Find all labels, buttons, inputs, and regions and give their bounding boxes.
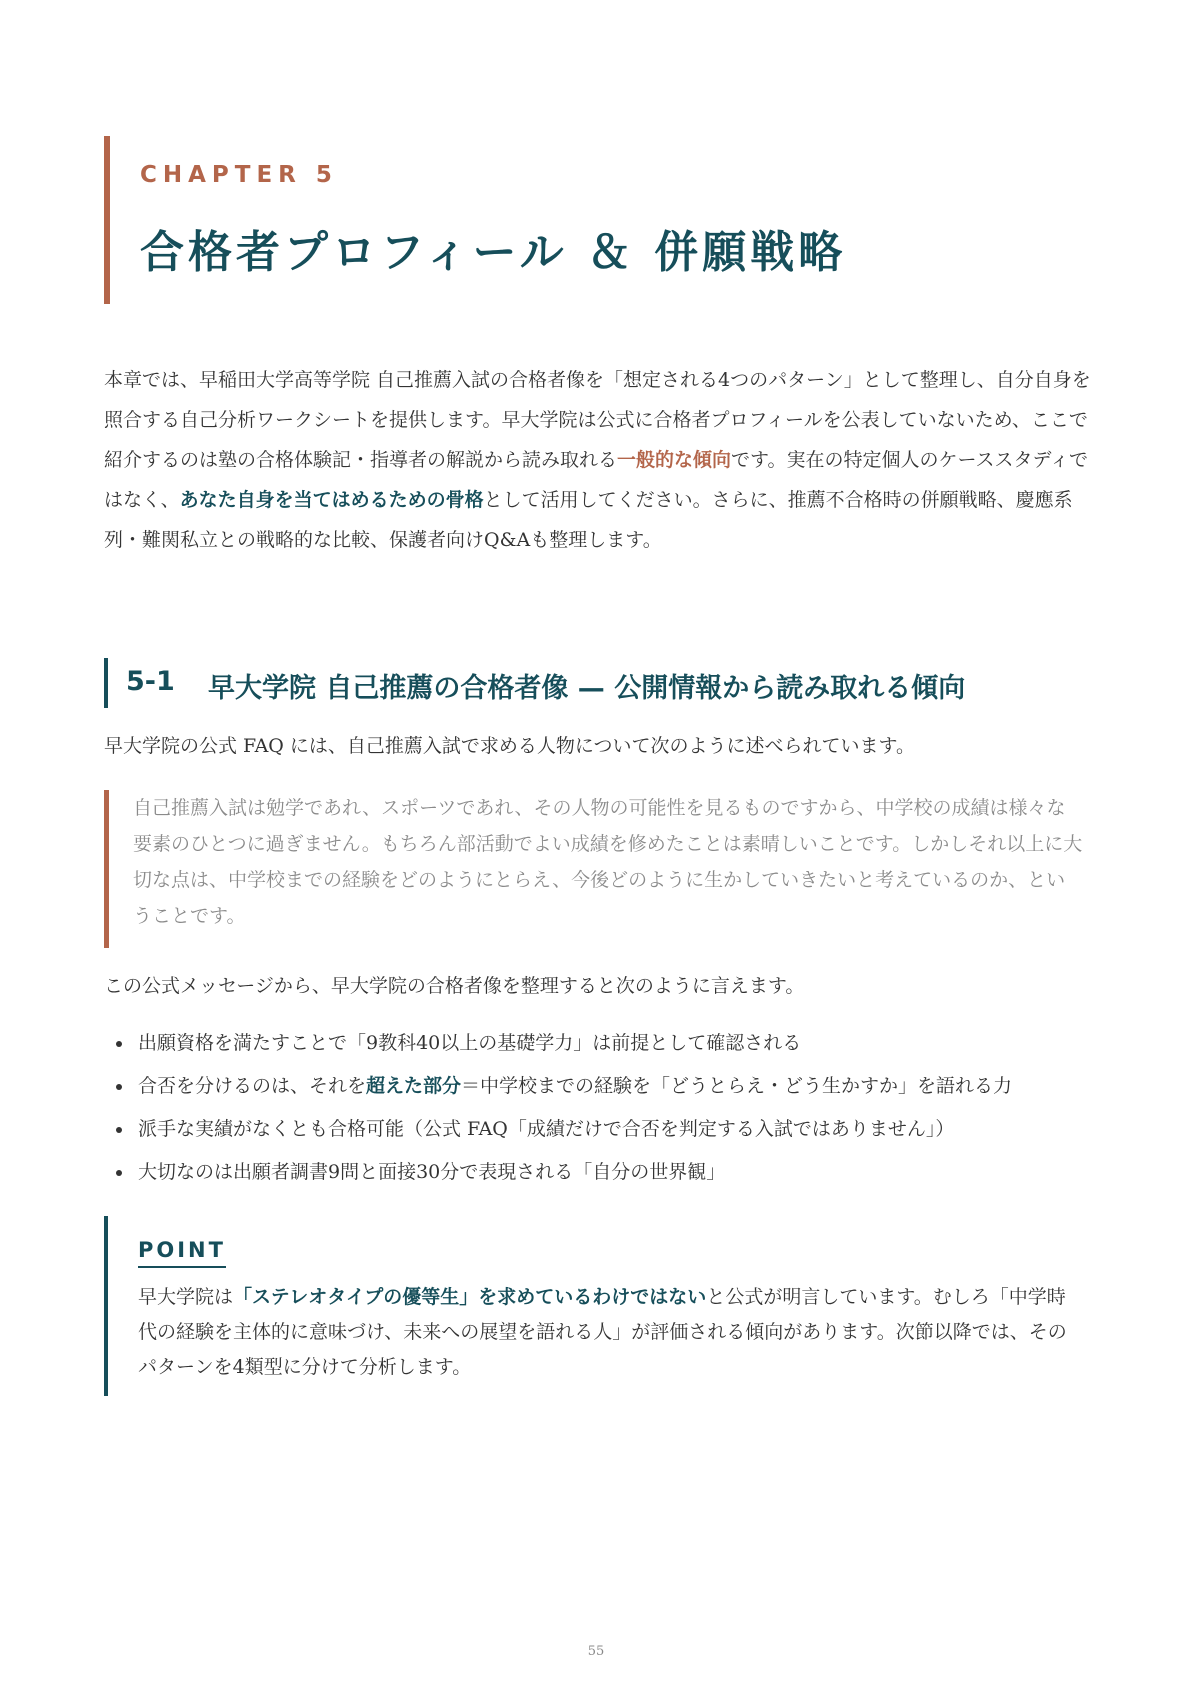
bullet-highlight: 超えた部分 (366, 1075, 462, 1097)
intro-paragraph (104, 360, 1094, 560)
chapter-title: 合格者プロフィール ＆ 併願戦略 (140, 227, 847, 278)
chapter-header (104, 136, 1010, 304)
point-highlight: 「ステレオタイプの優等生」を求めているわけではない (233, 1286, 707, 1308)
faq-quote-block (104, 790, 1089, 948)
intro-text-1: 本章では、早稲田大学高等学院 自己推薦入試の合格者像を「想定される4つのパターン」として整理し、自分自身を照合する自己分析ワークシートを提供します。早大学院は公式に合格者プロフィールを公表していないため、ここで紹介するのは塾の合格体験記・指導者の解説から読み取れる (104, 369, 1091, 471)
point-text: 早大学院は「ステレオタイプの優等生」を求めているわけではないと公式が明言しています。むしろ「中学時代の経験を主体的に意味づけ、未来への展望を語れる人」が評価される傾向があります。次節以降では、そのパターンを4類型に分けて分析します。 (138, 1286, 1067, 1378)
section-title: 早大学院 自己推薦の合格者像 — 公開情報から読み取れる傾向 (208, 673, 966, 704)
list-item: 大切なのは出願者調書9問と面接30分で表現される「自分の世界観」 (104, 1151, 1094, 1194)
intro-text-3: として活用してください。さらに、推薦不合格時の併願戦略、慶應系列・難関私立との戦略的な比較、保護者向けQ&Aも整理します。 (104, 489, 1073, 551)
summary-bullet-list (104, 1022, 1094, 1194)
bullet-dot-icon (116, 1127, 122, 1133)
faq-intro-paragraph: 早大学院の公式 FAQ には、自己推薦入試で求める人物について次のように述べられています。 (104, 735, 916, 757)
section-heading (104, 658, 1098, 708)
page-number: 55 (587, 1644, 605, 1659)
list-item: 派手な実績がなくとも合格可能（公式 FAQ「成績だけで合否を判定する入試ではありません」） (104, 1108, 1094, 1151)
bullet-dot-icon (116, 1084, 122, 1090)
section-number: 5-1 (126, 666, 175, 697)
bullet-dot-icon (116, 1170, 122, 1176)
summary-intro-paragraph: この公式メッセージから、早大学院の合格者像を整理すると次のように言えます。 (104, 975, 805, 997)
point-label: POINT (138, 1238, 226, 1268)
intro-highlight-framework: あなた自身を当てはめるための骨格 (179, 489, 484, 511)
intro-highlight-general-trend: 一般的な傾向 (617, 449, 732, 471)
bullet-dot-icon (116, 1041, 122, 1047)
intro-text-2: です。実在の特定個人のケーススタディではなく、 (104, 449, 1089, 511)
faq-quote-text: 自己推薦入試は勉学であれ、スポーツであれ、その人物の可能性を見るものですから、中学校の成績は様々な要素のひとつに過ぎません。もちろん部活動でよい成績を修めたことは素晴しいことです。しかしそれ以上に大切な点は、中学校までの経験をどのようにとらえ、今後どのように生かしていきたいと考えているのか、ということです。 (133, 797, 1083, 927)
chapter-label: CHAPTER 5 (140, 162, 338, 188)
list-item: 出願資格を満たすことで「9教科40以上の基礎学力」は前提として確認される (104, 1022, 1094, 1065)
point-callout (104, 1216, 1088, 1396)
list-item: 合否を分けるのは、それを超えた部分＝中学校までの経験を「どうとらえ・どう生かすか」を語れる力 (104, 1065, 1094, 1108)
